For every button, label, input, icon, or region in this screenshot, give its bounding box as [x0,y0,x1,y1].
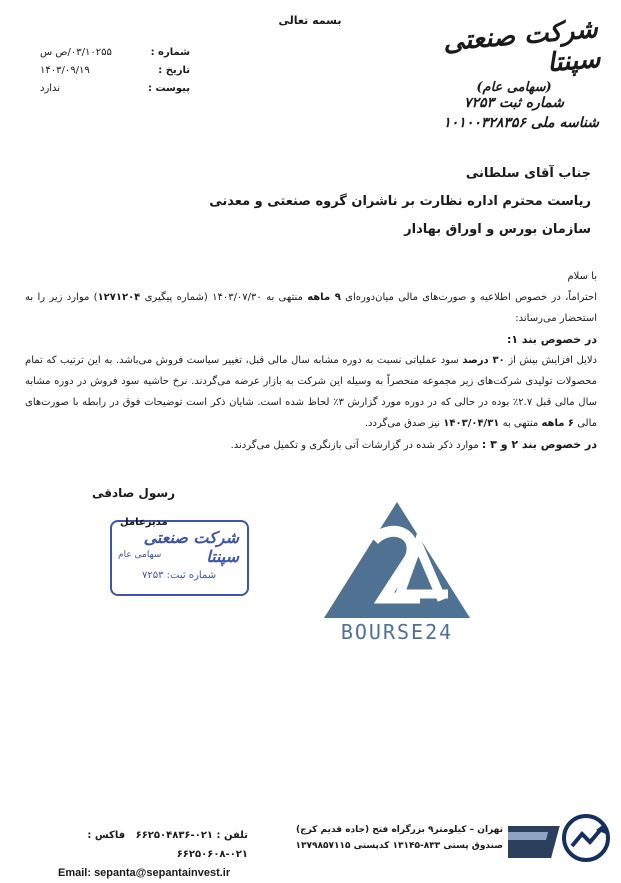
meta-number [40,44,190,62]
meta-number-value: ۰۳/۱۰۲۵۵/ص س [40,47,112,58]
signer-title: مدیرعامل [120,517,168,528]
tracking-number: ۱۲۷۱۲۰۴ [97,292,141,303]
item1-text-e: منتهی به [502,418,539,429]
fax-value: ۰۲۱-۶۶۲۵۰۶۰۸ [176,849,248,860]
item1-text-g: نیز صدق می‌گردد. [364,418,441,429]
address-line-2: صندوق پستی ۸۳۳-۱۳۱۴۵ کدپستی ۱۳۷۹۸۵۷۱۱۵ [295,841,503,851]
item2-text: موارد ذکر شده در گزارشات آتی بازنگری و تکمیل می‌گردند. [230,440,479,451]
footer-address [268,822,503,854]
footer-email[interactable]: Email: sepanta@sepantainvest.ir [58,867,231,879]
intro-period: ۹ ماهه [307,292,341,303]
bourse24-wordmark: BOURSE24 [340,620,454,644]
meta-attachment-value: ندارد [40,83,61,94]
company-type: (سهامی عام) [476,80,552,95]
company-national-id: شناسه ملی ۱۰۱۰۰۳۲۸۳۵۶ [443,115,599,131]
bourse24-logo-icon [322,500,472,620]
intro-text-c: منتهی به ۱۴۰۳/۰۷/۳۰ (شماره پیگیری [144,292,303,303]
item2-paragraph [25,434,597,456]
recipient-name: جناب آقای سلطانی [465,166,591,181]
stamp-company-name: شرکت صنعتی سپنتا [143,528,239,566]
stamp-registration: شماره ثبت: ۷۲۵۳ [142,570,217,581]
item1-paragraph [25,350,597,434]
footer-phone-fax [58,826,248,864]
letter-body [25,266,597,456]
item1-text-a: دلایل افزایش بیش از [508,355,598,366]
phone-value: ۰۲۱-۶۶۲۵۰۴۸۳۶ [135,830,213,841]
footer-contact [58,826,248,883]
meta-attachment-label: پیوست : [147,83,190,94]
meta-date-label: تاریخ : [158,65,190,76]
company-letterhead [429,14,602,131]
bourse24-logo [322,500,472,648]
item1-period: ۶ ماهه [541,418,575,429]
item1-date: ۱۴۰۳/۰۴/۳۱ [443,418,500,429]
letter-meta [40,44,190,98]
meta-attachment [40,80,190,98]
meta-date [40,62,190,80]
recipient-organization: سازمان بورس و اوراق بهادار [404,222,591,237]
recipient-block [31,160,591,244]
company-name: شرکت صنعتی سپنتا [441,14,602,79]
footer-emblem [508,810,610,865]
bismillah: بسمه تعالی [278,14,342,27]
greeting: با سلام [567,271,597,282]
phone-label: تلفن : [216,830,248,841]
intro-paragraph [25,287,597,329]
intro-text-e: ) موارد زیر را به استحضار می‌رساند: [25,292,597,324]
item1-percent: ۳۰ درصد [462,355,505,366]
item2-heading: در خصوص بند ۲ و ۳ : [481,438,597,451]
recipient-position: ریاست محترم اداره نظارت بر ناشران گروه صنعتی و معدنی [209,194,591,209]
footer-emblem-icon [508,810,610,865]
item1-heading: در خصوص بند ۱: [506,333,597,346]
fax-label: فاکس : [87,830,126,841]
company-registration: شماره ثبت ۷۲۵۳ [464,95,564,111]
meta-number-label: شماره : [150,47,190,58]
intro-text-a: احتراماً، در خصوص اطلاعیه و صورت‌های مالی میان‌دوره‌ای [345,292,597,303]
item1-text-c: سود عملیاتی نسبت به دوره مشابه سال مالی قبل، تغییر سیاست فروش می‌باشد. به این ترتیب که تمام محصولات تولیدی شرکت‌های زیر مجموعه منحصراً به وسیله این شرکت به بازار عرضه می‌گردند. نرخ حاشیه سود فروش در دوره مشابه سال مالی قبل ۲.۷٪ بوده در حالی که در دوره مورد گزارش ۳٪ لحاظ شده است. شایان ذکر است توضیحات فوق در رابطه با صورت‌های مالی [25,355,597,429]
meta-date-value: ۱۴۰۳/۰۹/۱۹ [40,65,90,76]
address-line-1: تهران – کیلومتر۹ بزرگراه فتح (جاده قدیم کرج) [295,825,503,835]
signer-name: رسول صادقی [92,486,176,500]
stamp-company-type: سهامی عام [118,550,162,560]
company-stamp [110,520,249,596]
